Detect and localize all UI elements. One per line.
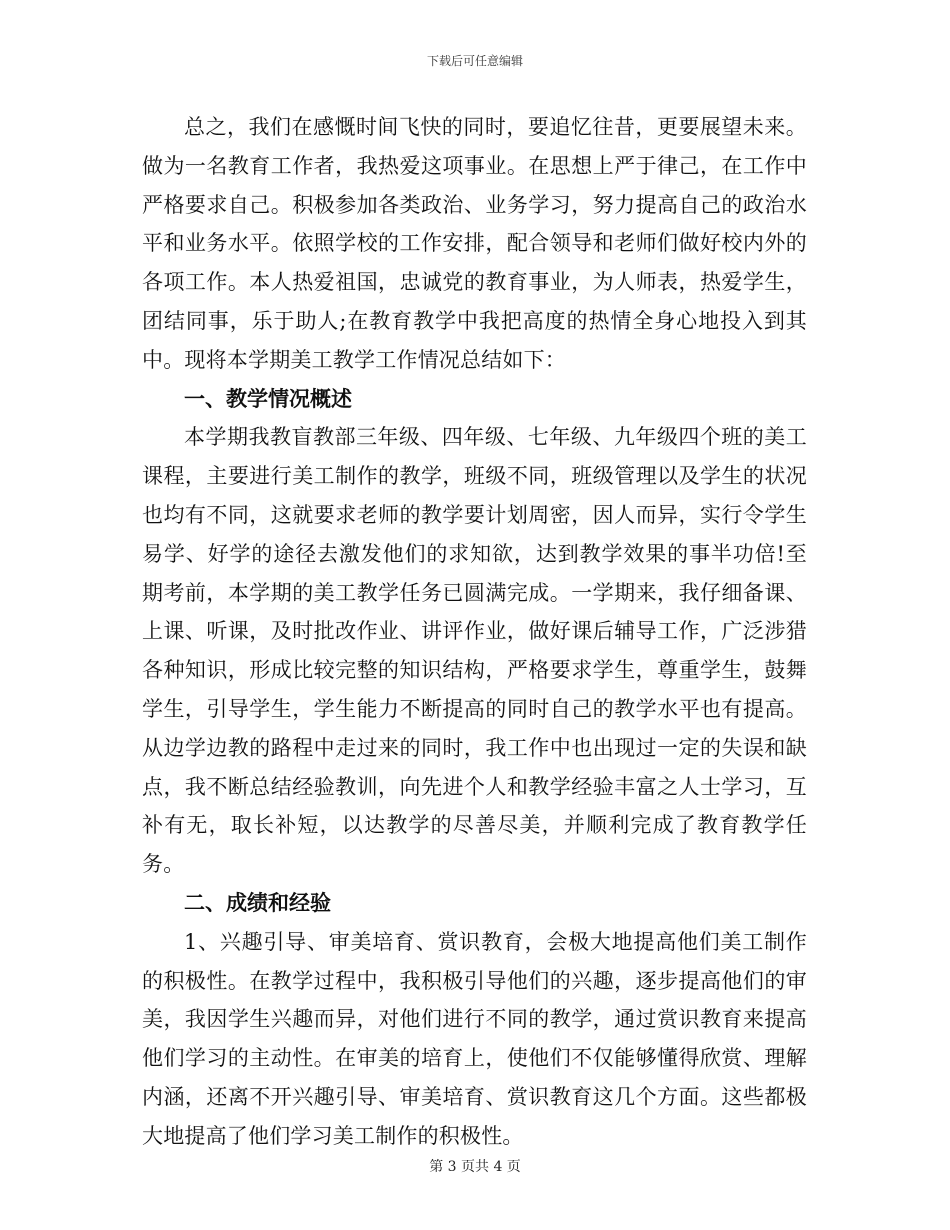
page-number: 第 3 页共 4 页 [429,1159,521,1175]
section-2-heading: 二、成绩和经验 [184,890,331,915]
page-header: 下载后可任意编辑 [426,54,523,68]
section-1-paragraph: 本学期我教盲教部三年级、四年级、七年级、九年级四个班的美工课程，主要进行美工制作的教学，班级不同，班级管理以及学生的状况也均有不同，这就要求老师的教学要计划周密，因人而异，实行令学生易学、好学的途径去激发他们的求知欲，达到教学效果的事半功倍!至期考前，本学期的美工教学任务已圆满完成。一学期来，我仔细备课、上课、听课，及时批改作业、讲评作业，做好课后辅导工作，广泛涉猎各种知识，形成比较完整的知识结构，严格要求学生，尊重学生，鼓舞学生，引导学生，学生能力不断提高的同时自己的教学水平也有提高。从边学边教的路程中走过来的同时，我工作中也出现过一定的失误和缺点，我不断总结经验教训，向先进个人和教学经验丰富之人士学习，互补有无，取长补短，以达教学的尽善尽美，并顺利完成了教育教学任务。 [142,425,807,877]
intro-paragraph: 总之，我们在感慨时间飞快的同时，要追忆往昔，更要展望未来。做为一名教育工作者，我热爱这项事业。在思想上严于律己，在工作中严格要求自己。积极参加各类政治、业务学习，努力提高自己的政治水平和业务水平。依照学校的工作安排，配合领导和老师们做好校内外的各项工作。本人热爱祖国，忠诚党的教育事业，为人师表，热爱学生，团结同事，乐于助人;在教育教学中我把高度的热情全身心地投入到其中。现将本学期美工教学工作情况总结如下： [142,115,807,372]
section-2-paragraph: 1、兴趣引导、审美培育、赏识教育，会极大地提高他们美工制作的积极性。在教学过程中，我积极引导他们的兴趣，逐步提高他们的审美，我因学生兴趣而异，对他们进行不同的教学，通过赏识教育来提高他们学习的主动性。在审美的培育上，使他们不仅能够懂得欣赏、理解内涵，还离不开兴趣引导、审美培育、赏识教育这几个方面。这些都极大地提高了他们学习美工制作的积极性。 [142,929,807,1148]
section-1-heading: 一、教学情况概述 [184,386,352,411]
document-body [142,108,807,1156]
